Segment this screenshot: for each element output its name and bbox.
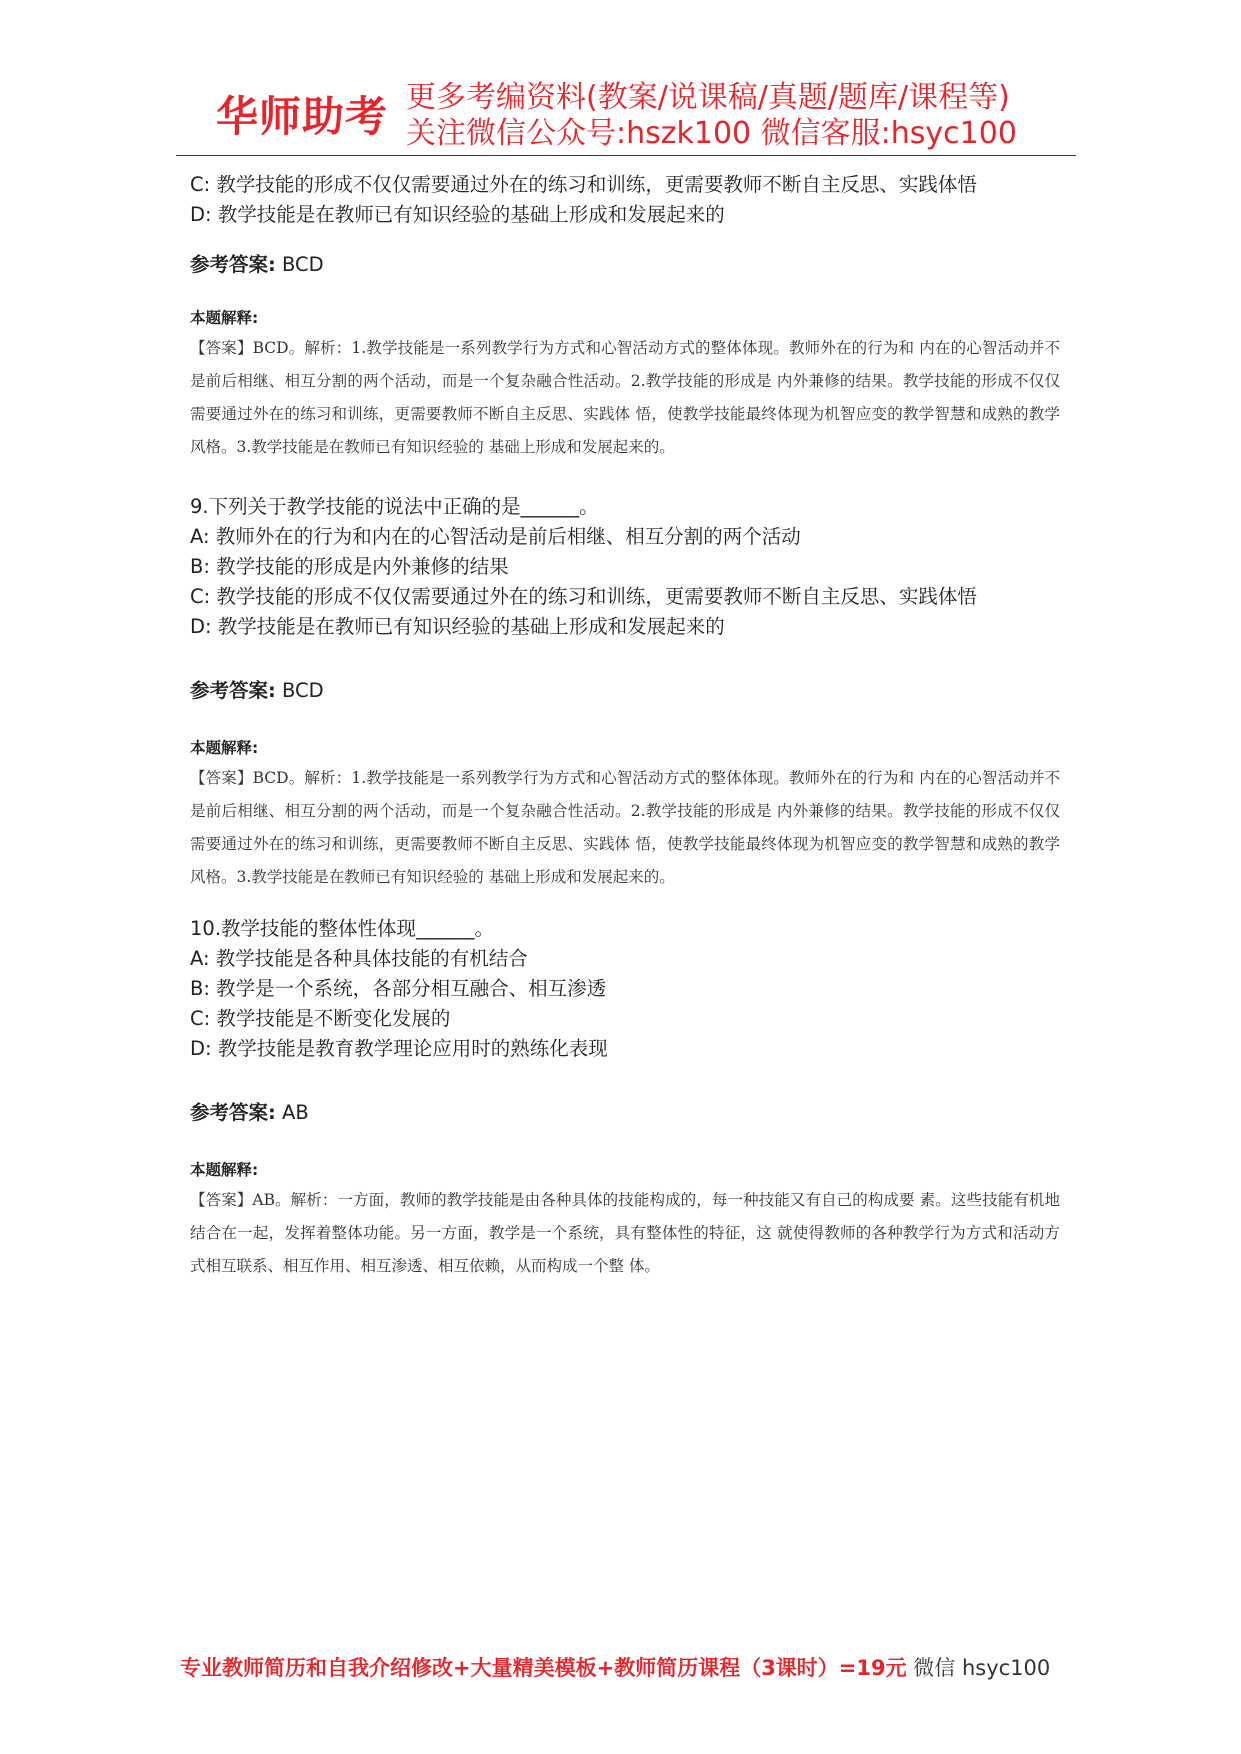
answer-value: AB — [275, 1101, 309, 1124]
brand-logo-text: 华师助考 — [216, 92, 389, 141]
option-c: C: 教学技能的形成不仅仅需要通过外在的练习和训练，更需要教师不断自主反思、实践体悟 — [190, 585, 977, 608]
explanation-label: 本题解释: — [190, 739, 259, 757]
footer-wechat: 微信 hsyc100 — [906, 1656, 1051, 1680]
option-d: D: 教学技能是在教师已有知识经验的基础上形成和发展起来的 — [190, 203, 725, 226]
answer-label: 参考答案: — [190, 253, 276, 276]
header-promo — [406, 80, 1017, 152]
option-a: A: 教师外在的行为和内在的心智活动是前后相继、相互分割的两个活动 — [190, 525, 801, 548]
explanation-text: 【答案】BCD。解析：1.教学技能是一系列教学行为方式和心智活动方式的整体体现。教师外在的行为和 内在的心智活动并不是前后相继、相互分割的两个活动，而是一个复杂融合性活动。2.教学技能的形成是 内外兼修的结果。教学技能的形成不仅仅需要通过外在的练习和训练，更需要教师不断自主反思、实践体 悟，使教学技能最终体现为机智应变的教学智慧和成熟的教学风格。3.教学技能是在教师已有知识经验的 基础上形成和发展起来的。 — [190, 339, 1060, 456]
prev-question-options — [190, 170, 1060, 230]
page-content — [190, 170, 1060, 1283]
explanation-label: 本题解释: — [190, 1161, 259, 1179]
answer-label: 参考答案: — [190, 1101, 276, 1124]
explanation-text: 【答案】AB。解析：一方面，教师的教学技能是由各种具体的技能构成的，每一种技能又有自己的构成要 素。这些技能有机地结合在一起，发挥着整体功能。另一方面，教学是一个系统，具有整体性的特征，这 就使得教师的各种教学行为方式和活动方式相互联系、相互作用、相互渗透、相互依赖，从而构成一个整 体。 — [190, 1191, 1060, 1275]
answer-line — [190, 250, 1060, 280]
option-d: D: 教学技能是教育教学理论应用时的熟练化表现 — [190, 1037, 608, 1060]
option-c: C: 教学技能是不断变化发展的 — [190, 1007, 451, 1030]
page-header — [176, 72, 1076, 162]
option-a: A: 教学技能是各种具体技能的有机结合 — [190, 947, 528, 970]
answer-line — [190, 676, 1060, 706]
footer-promo — [180, 1652, 1060, 1682]
option-b: B: 教学是一个系统，各部分相互融合、相互渗透 — [190, 977, 607, 1000]
question-title: 9.下列关于教学技能的说法中正确的是______。 — [190, 495, 599, 518]
answer-value: BCD — [275, 679, 324, 702]
header-promo-line2: 关注微信公众号:hszk100 微信客服:hsyc100 — [406, 116, 1017, 151]
answer-label: 参考答案: — [190, 679, 276, 702]
footer-promo-text: 专业教师简历和自我介绍修改+大量精美模板+教师简历课程（3课时）=19元 — [180, 1656, 907, 1680]
header-promo-line1: 更多考编资料(教案/说课稿/真题/题库/课程等) — [406, 80, 1010, 115]
option-c: C: 教学技能的形成不仅仅需要通过外在的练习和训练，更需要教师不断自主反思、实践体悟 — [190, 173, 977, 196]
explanation-text: 【答案】BCD。解析：1.教学技能是一系列教学行为方式和心智活动方式的整体体现。教师外在的行为和 内在的心智活动并不是前后相继、相互分割的两个活动，而是一个复杂融合性活动。2.教学技能的形成是 内外兼修的结果。教学技能的形成不仅仅需要通过外在的练习和训练，更需要教师不断自主反思、实践体 悟，使教学技能最终体现为机智应变的教学智慧和成熟的教学风格。3.教学技能是在教师已有知识经验的 基础上形成和发展起来的。 — [190, 769, 1060, 886]
question-title: 10.教学技能的整体性体现______。 — [190, 917, 495, 940]
option-b: B: 教学技能的形成是内外兼修的结果 — [190, 555, 509, 578]
option-d: D: 教学技能是在教师已有知识经验的基础上形成和发展起来的 — [190, 615, 725, 638]
answer-value: BCD — [275, 253, 324, 276]
explanation-label: 本题解释: — [190, 309, 259, 327]
header-divider — [176, 155, 1076, 156]
answer-line — [190, 1098, 1060, 1128]
